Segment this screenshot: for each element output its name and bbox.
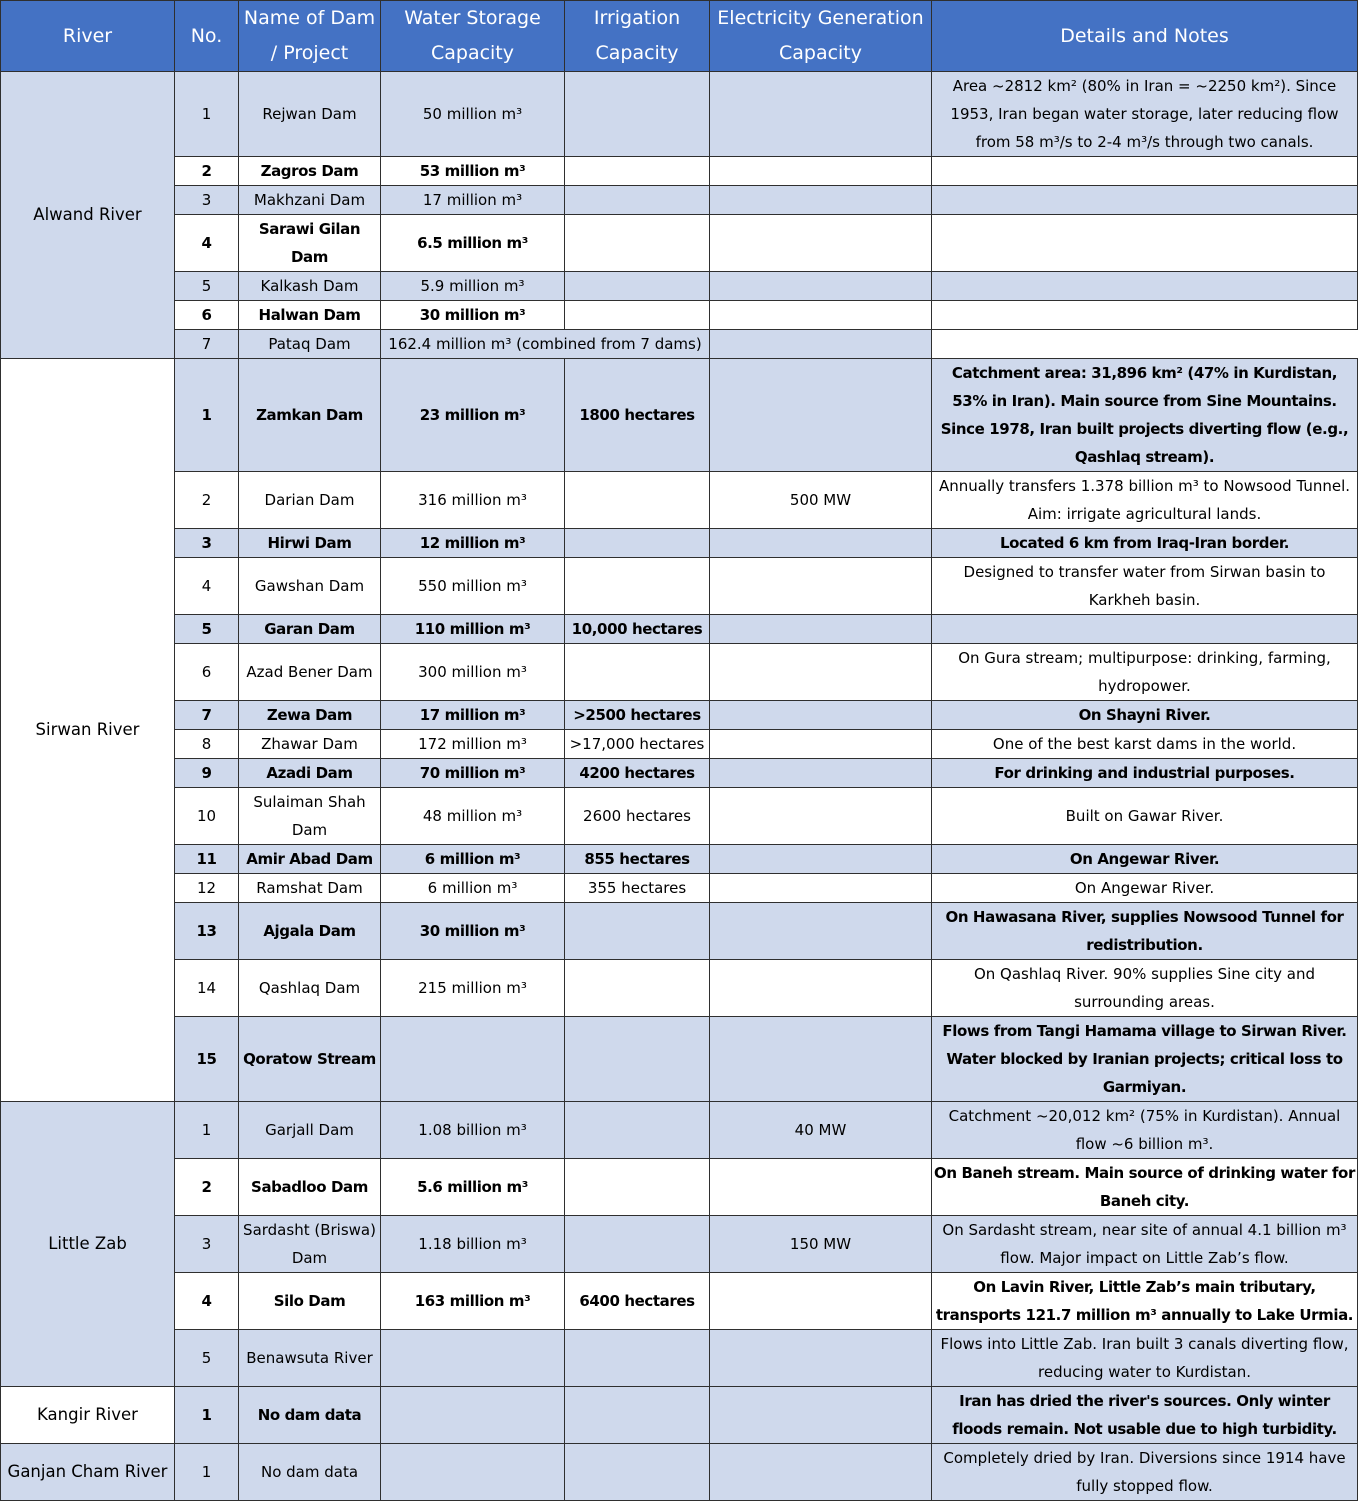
- details-notes: Annually transfers 1.378 billion m³ to Nowsood Tunnel. Aim: irrigate agricultural lands.: [932, 472, 1358, 529]
- irrigation-capacity: [565, 272, 710, 301]
- irrigation-capacity: [565, 186, 710, 215]
- irrigation-capacity: 6400 hectares: [565, 1273, 710, 1330]
- table-row: [1, 330, 1358, 359]
- details-notes: For drinking and industrial purposes.: [932, 759, 1358, 788]
- table-row: [1, 157, 1358, 186]
- row-number: 3: [175, 529, 239, 558]
- table-row: [1, 215, 1358, 272]
- dam-name: Sarawi Gilan Dam: [239, 215, 381, 272]
- irrigation-capacity: [565, 472, 710, 529]
- details-notes: Built on Gawar River.: [932, 788, 1358, 845]
- electricity-capacity: 500 MW: [710, 472, 932, 529]
- dam-name: Garan Dam: [239, 615, 381, 644]
- details-notes: On Baneh stream. Main source of drinking water for Baneh city.: [932, 1159, 1358, 1216]
- river-name: Little Zab: [1, 1102, 175, 1387]
- irrigation-capacity: [565, 1387, 710, 1444]
- details-notes: On Sardasht stream, near site of annual 4.1 billion m³ flow. Major impact on Little Zab’s flow.: [932, 1216, 1358, 1273]
- electricity-capacity: [710, 1330, 932, 1387]
- table-row: [1, 1102, 1358, 1159]
- row-number: 13: [175, 903, 239, 960]
- storage-capacity: [381, 1444, 565, 1501]
- row-number: 10: [175, 788, 239, 845]
- row-number: 4: [175, 215, 239, 272]
- details-notes: Iran has dried the river's sources. Only winter floods remain. Not usable due to high turbidity.: [932, 1387, 1358, 1444]
- table-row: [1, 1387, 1358, 1444]
- irrigation-capacity: [565, 903, 710, 960]
- row-number: 12: [175, 874, 239, 903]
- header-storage: Water Storage Capacity: [381, 1, 565, 72]
- row-number: 8: [175, 730, 239, 759]
- row-number: 4: [175, 558, 239, 615]
- electricity-capacity: [710, 1444, 932, 1501]
- electricity-capacity: [710, 845, 932, 874]
- electricity-capacity: [710, 215, 932, 272]
- electricity-capacity: [710, 272, 932, 301]
- row-number: 5: [175, 272, 239, 301]
- details-notes: Catchment ~20,012 km² (75% in Kurdistan). Annual flow ~6 billion m³.: [932, 1102, 1358, 1159]
- dam-name: Qoratow Stream: [239, 1017, 381, 1102]
- storage-capacity: 1.08 billion m³: [381, 1102, 565, 1159]
- electricity-capacity: [710, 301, 932, 330]
- details-notes: [932, 157, 1358, 186]
- table-row: [1, 1159, 1358, 1216]
- river-name: Kangir River: [1, 1387, 175, 1444]
- dam-name: Benawsuta River: [239, 1330, 381, 1387]
- details-notes: On Qashlaq River. 90% supplies Sine city and surrounding areas.: [932, 960, 1358, 1017]
- storage-capacity: 172 million m³: [381, 730, 565, 759]
- details-notes: On Gura stream; multipurpose: drinking, farming, hydropower.: [932, 644, 1358, 701]
- storage-capacity: 316 million m³: [381, 472, 565, 529]
- electricity-capacity: [710, 1017, 932, 1102]
- row-number: 6: [175, 644, 239, 701]
- dam-name: Rejwan Dam: [239, 72, 381, 157]
- row-number: 5: [175, 1330, 239, 1387]
- header-irrigation: Irrigation Capacity: [565, 1, 710, 72]
- electricity-capacity: [710, 759, 932, 788]
- storage-capacity: 300 million m³: [381, 644, 565, 701]
- irrigation-capacity: 355 hectares: [565, 874, 710, 903]
- irrigation-capacity: 4200 hectares: [565, 759, 710, 788]
- dam-name: Amir Abad Dam: [239, 845, 381, 874]
- details-notes: Located 6 km from Iraq-Iran border.: [932, 529, 1358, 558]
- row-number: 6: [175, 301, 239, 330]
- river-name: Ganjan Cham River: [1, 1444, 175, 1501]
- irrigation-capacity: [565, 215, 710, 272]
- dam-name: Zagros Dam: [239, 157, 381, 186]
- table-row: [1, 301, 1358, 330]
- table-row: [1, 730, 1358, 759]
- storage-capacity: 17 million m³: [381, 186, 565, 215]
- table-row: [1, 1273, 1358, 1330]
- storage-capacity: 48 million m³: [381, 788, 565, 845]
- details-notes: Flows from Tangi Hamama village to Sirwan River. Water blocked by Iranian projects; critical loss to Garmiyan.: [932, 1017, 1358, 1102]
- electricity-capacity: [710, 529, 932, 558]
- electricity-capacity: [710, 1159, 932, 1216]
- electricity-capacity: [710, 644, 932, 701]
- irrigation-capacity: [565, 1216, 710, 1273]
- storage-capacity: 30 million m³: [381, 301, 565, 330]
- dam-name: Halwan Dam: [239, 301, 381, 330]
- storage-capacity: 17 million m³: [381, 701, 565, 730]
- table-row: [1, 529, 1358, 558]
- dam-name: Azadi Dam: [239, 759, 381, 788]
- table-row: [1, 960, 1358, 1017]
- table-row: [1, 903, 1358, 960]
- irrigation-capacity: [565, 157, 710, 186]
- details-notes: On Angewar River.: [932, 874, 1358, 903]
- electricity-capacity: [710, 558, 932, 615]
- irrigation-capacity: [565, 529, 710, 558]
- electricity-capacity: [710, 186, 932, 215]
- details-notes: [932, 186, 1358, 215]
- table-row: [1, 644, 1358, 701]
- details-notes: Area ~2812 km² (80% in Iran = ~2250 km²). Since 1953, Iran began water storage, later reducing flow from 58 m³/s to 2-4 m³/s through two canals.: [932, 72, 1358, 157]
- storage-capacity: 6 million m³: [381, 845, 565, 874]
- dam-name: Ramshat Dam: [239, 874, 381, 903]
- storage-capacity: 215 million m³: [381, 960, 565, 1017]
- details-notes: [710, 330, 932, 359]
- irrigation-capacity: [565, 72, 710, 157]
- storage-capacity: 5.9 million m³: [381, 272, 565, 301]
- irrigation-capacity: 2600 hectares: [565, 788, 710, 845]
- details-notes: Catchment area: 31,896 km² (47% in Kurdistan, 53% in Iran). Main source from Sine Mountains. Since 1978, Iran built projects diverting flow (e.g., Qashlaq stream).: [932, 359, 1358, 472]
- table-row: [1, 1216, 1358, 1273]
- irrigation-capacity: >17,000 hectares: [565, 730, 710, 759]
- dam-name: Ajgala Dam: [239, 903, 381, 960]
- table-row: [1, 72, 1358, 157]
- details-notes: On Shayni River.: [932, 701, 1358, 730]
- details-notes: [932, 272, 1358, 301]
- electricity-capacity: [710, 960, 932, 1017]
- details-notes: Flows into Little Zab. Iran built 3 canals diverting flow, reducing water to Kurdistan.: [932, 1330, 1358, 1387]
- electricity-capacity: [710, 1273, 932, 1330]
- dam-name: Zhawar Dam: [239, 730, 381, 759]
- table-row: [1, 845, 1358, 874]
- irrigation-capacity: [565, 1159, 710, 1216]
- dam-name: Silo Dam: [239, 1273, 381, 1330]
- storage-capacity: 550 million m³: [381, 558, 565, 615]
- table-row: [1, 874, 1358, 903]
- row-number: 1: [175, 72, 239, 157]
- irrigation-capacity: [565, 301, 710, 330]
- river-name: Sirwan River: [1, 359, 175, 1102]
- storage-capacity: [381, 1330, 565, 1387]
- irrigation-capacity: 855 hectares: [565, 845, 710, 874]
- dam-name: Sabadloo Dam: [239, 1159, 381, 1216]
- storage-capacity: 53 million m³: [381, 157, 565, 186]
- dam-name: Azad Bener Dam: [239, 644, 381, 701]
- row-number: 2: [175, 1159, 239, 1216]
- dam-name: Sardasht (Briswa) Dam: [239, 1216, 381, 1273]
- row-number: 4: [175, 1273, 239, 1330]
- table-row: [1, 1017, 1358, 1102]
- dam-name: Zamkan Dam: [239, 359, 381, 472]
- row-number: 2: [175, 472, 239, 529]
- row-number: 14: [175, 960, 239, 1017]
- row-number: 1: [175, 1102, 239, 1159]
- details-notes: Designed to transfer water from Sirwan basin to Karkheh basin.: [932, 558, 1358, 615]
- storage-capacity: 1.18 billion m³: [381, 1216, 565, 1273]
- table-row: [1, 701, 1358, 730]
- electricity-capacity: [710, 615, 932, 644]
- electricity-capacity: [710, 903, 932, 960]
- storage-capacity: [381, 1017, 565, 1102]
- table-row: [1, 1330, 1358, 1387]
- irrigation-capacity: [565, 960, 710, 1017]
- header-row: [1, 1, 1358, 72]
- electricity-capacity: [710, 359, 932, 472]
- irrigation-capacity: >2500 hectares: [565, 701, 710, 730]
- dam-name: No dam data: [239, 1387, 381, 1444]
- dam-name: Gawshan Dam: [239, 558, 381, 615]
- row-number: 7: [175, 330, 239, 359]
- table-row: [1, 615, 1358, 644]
- row-number: 9: [175, 759, 239, 788]
- dam-name: Hirwi Dam: [239, 529, 381, 558]
- irrigation-capacity: [565, 1102, 710, 1159]
- storage-capacity: [381, 1387, 565, 1444]
- irrigation-capacity: [565, 1444, 710, 1501]
- table-row: [1, 1444, 1358, 1501]
- table-row: [1, 272, 1358, 301]
- details-notes: One of the best karst dams in the world.: [932, 730, 1358, 759]
- dam-name: Pataq Dam: [239, 330, 381, 359]
- irrigation-capacity: 1800 hectares: [565, 359, 710, 472]
- irrigation-capacity: [565, 1330, 710, 1387]
- row-number: 1: [175, 1444, 239, 1501]
- storage-capacity: 30 million m³: [381, 903, 565, 960]
- details-notes: On Hawasana River, supplies Nowsood Tunnel for redistribution.: [932, 903, 1358, 960]
- row-number: 3: [175, 1216, 239, 1273]
- river-name: Alwand River: [1, 72, 175, 359]
- electricity-capacity: [710, 1387, 932, 1444]
- details-notes: Completely dried by Iran. Diversions since 1914 have fully stopped flow.: [932, 1444, 1358, 1501]
- electricity-capacity: [710, 788, 932, 845]
- storage-capacity: 23 million m³: [381, 359, 565, 472]
- irrigation-capacity: [565, 1017, 710, 1102]
- row-number: 5: [175, 615, 239, 644]
- details-notes: [932, 615, 1358, 644]
- header-electricity: Electricity Generation Capacity: [710, 1, 932, 72]
- table-row: [1, 472, 1358, 529]
- table-row: [1, 186, 1358, 215]
- electricity-capacity: 40 MW: [710, 1102, 932, 1159]
- row-number: 1: [175, 359, 239, 472]
- details-notes: On Angewar River.: [932, 845, 1358, 874]
- storage-capacity: 70 million m³: [381, 759, 565, 788]
- dam-name: No dam data: [239, 1444, 381, 1501]
- dam-name: Sulaiman Shah Dam: [239, 788, 381, 845]
- irrigation-capacity: [565, 644, 710, 701]
- storage-capacity: 5.6 million m³: [381, 1159, 565, 1216]
- electricity-capacity: 150 MW: [710, 1216, 932, 1273]
- row-number: 15: [175, 1017, 239, 1102]
- electricity-capacity: [710, 72, 932, 157]
- details-notes: [932, 215, 1358, 272]
- details-notes: [932, 301, 1358, 330]
- storage-capacity: 50 million m³: [381, 72, 565, 157]
- row-number: 11: [175, 845, 239, 874]
- header-name: Name of Dam / Project: [239, 1, 381, 72]
- row-number: 7: [175, 701, 239, 730]
- storage-capacity: 6.5 million m³: [381, 215, 565, 272]
- electricity-capacity: [710, 157, 932, 186]
- header-river: River: [1, 1, 175, 72]
- dam-name: Qashlaq Dam: [239, 960, 381, 1017]
- storage-capacity: 6 million m³: [381, 874, 565, 903]
- storage-capacity: 162.4 million m³ (combined from 7 dams): [381, 330, 710, 359]
- dam-name: Kalkash Dam: [239, 272, 381, 301]
- storage-capacity: 12 million m³: [381, 529, 565, 558]
- electricity-capacity: [710, 730, 932, 759]
- table-row: [1, 759, 1358, 788]
- row-number: 2: [175, 157, 239, 186]
- row-number: 3: [175, 186, 239, 215]
- row-number: 1: [175, 1387, 239, 1444]
- dam-name: Zewa Dam: [239, 701, 381, 730]
- table-row: [1, 558, 1358, 615]
- header-no: No.: [175, 1, 239, 72]
- dam-name: Darian Dam: [239, 472, 381, 529]
- table-row: [1, 359, 1358, 472]
- dam-name: Garjall Dam: [239, 1102, 381, 1159]
- storage-capacity: 110 million m³: [381, 615, 565, 644]
- irrigation-capacity: [565, 558, 710, 615]
- electricity-capacity: [710, 874, 932, 903]
- irrigation-capacity: 10,000 hectares: [565, 615, 710, 644]
- header-notes: Details and Notes: [932, 1, 1358, 72]
- dam-name: Makhzani Dam: [239, 186, 381, 215]
- table-row: [1, 788, 1358, 845]
- storage-capacity: 163 million m³: [381, 1273, 565, 1330]
- table-body: [1, 72, 1358, 1501]
- electricity-capacity: [710, 701, 932, 730]
- details-notes: On Lavin River, Little Zab’s main tributary, transports 121.7 million m³ annually to Lake Urmia.: [932, 1273, 1358, 1330]
